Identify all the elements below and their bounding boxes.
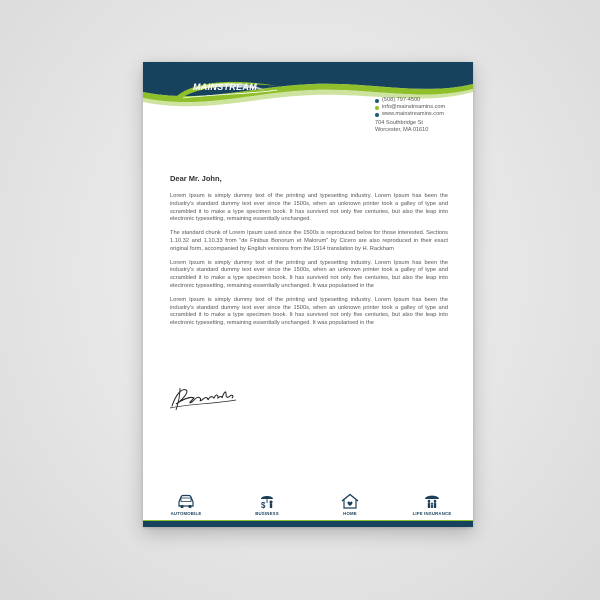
- email-text: info@mainstreamins.com: [382, 104, 446, 110]
- contact-email: [375, 104, 445, 111]
- phone-text: (508) 797-4500: [382, 97, 421, 103]
- address-block: [375, 120, 445, 134]
- service-label: LIFE INSURANCE: [412, 511, 452, 516]
- globe-icon: [375, 113, 379, 117]
- home-heart-icon: [340, 493, 360, 509]
- letter-paragraph: The standard chunk of Lorem Ipsum used since the 1500s is reproduced below for those interested. Sections 1.10.32 and 1.10.33 from "de Finibus Bonorum et Malorum" by Cicero are also reproduced in their exact original form, accompanied by English versions from the 1914 translation by H. Rackham: [170, 230, 448, 252]
- service-label: AUTOMOBILE: [170, 511, 202, 516]
- letter-greeting: Dear Mr. John,: [170, 174, 222, 183]
- letterhead-page: [143, 62, 473, 527]
- brand-name: MAINSTREAM: [193, 82, 257, 92]
- letter-paragraph: Lorem Ipsum is simply dummy text of the printing and typesetting industry. Lorem Ipsum has been the industry's standard dummy text ever since the 1500s, when an unknown printer took a galley of type and scrambled it to make a type specimen book. It has survived not only five centuries, but also the leap into electronic typesetting, remaining essentially unchanged. It was popularised in the: [170, 259, 448, 289]
- contact-phone: [375, 97, 445, 104]
- footer-bar: [143, 521, 473, 527]
- service-life-insurance: [402, 493, 462, 516]
- letter-paragraph: Lorem Ipsum is simply dummy text of the printing and typesetting industry. Lorem Ipsum has been the industry's standard dummy text ever since the 1500s, when an unknown printer took a galley of type and scrambled it to make a type specimen book. It has survived not only five centuries, but also the leap into electronic typesetting, remaining essentially unchanged.: [170, 193, 448, 223]
- service-home: [320, 493, 380, 516]
- service-business: [237, 493, 297, 516]
- services-footer: [143, 487, 473, 527]
- email-icon: [375, 106, 379, 110]
- business-umbrella-icon: [257, 493, 277, 509]
- website-text: www.mainstreamins.com: [382, 111, 444, 117]
- service-label: HOME: [343, 511, 357, 516]
- svg-text:$: $: [261, 501, 266, 509]
- handwritten-signature: [168, 384, 240, 412]
- letter-paragraph: Lorem Ipsum is simply dummy text of the printing and typesetting industry. Lorem Ipsum has been the industry's standard dummy text ever since the 1500s, when an unknown printer took a galley of type and scrambled it to make a type specimen book. It has survived not only five centuries, but also the leap into electronic typesetting, remaining essentially unchanged. It was popularised in the: [170, 296, 448, 327]
- car-icon: [176, 493, 196, 509]
- service-label: BUSINESS: [255, 511, 279, 516]
- service-automobile: [156, 493, 216, 516]
- letter-body: [170, 193, 448, 334]
- address-line1: 704 Southbridge St: [375, 120, 423, 126]
- contact-block: [375, 97, 445, 134]
- family-umbrella-icon: [422, 493, 442, 509]
- contact-website: [375, 111, 445, 118]
- phone-icon: [375, 99, 379, 103]
- address-line2: Worcester, MA 01610: [375, 127, 429, 133]
